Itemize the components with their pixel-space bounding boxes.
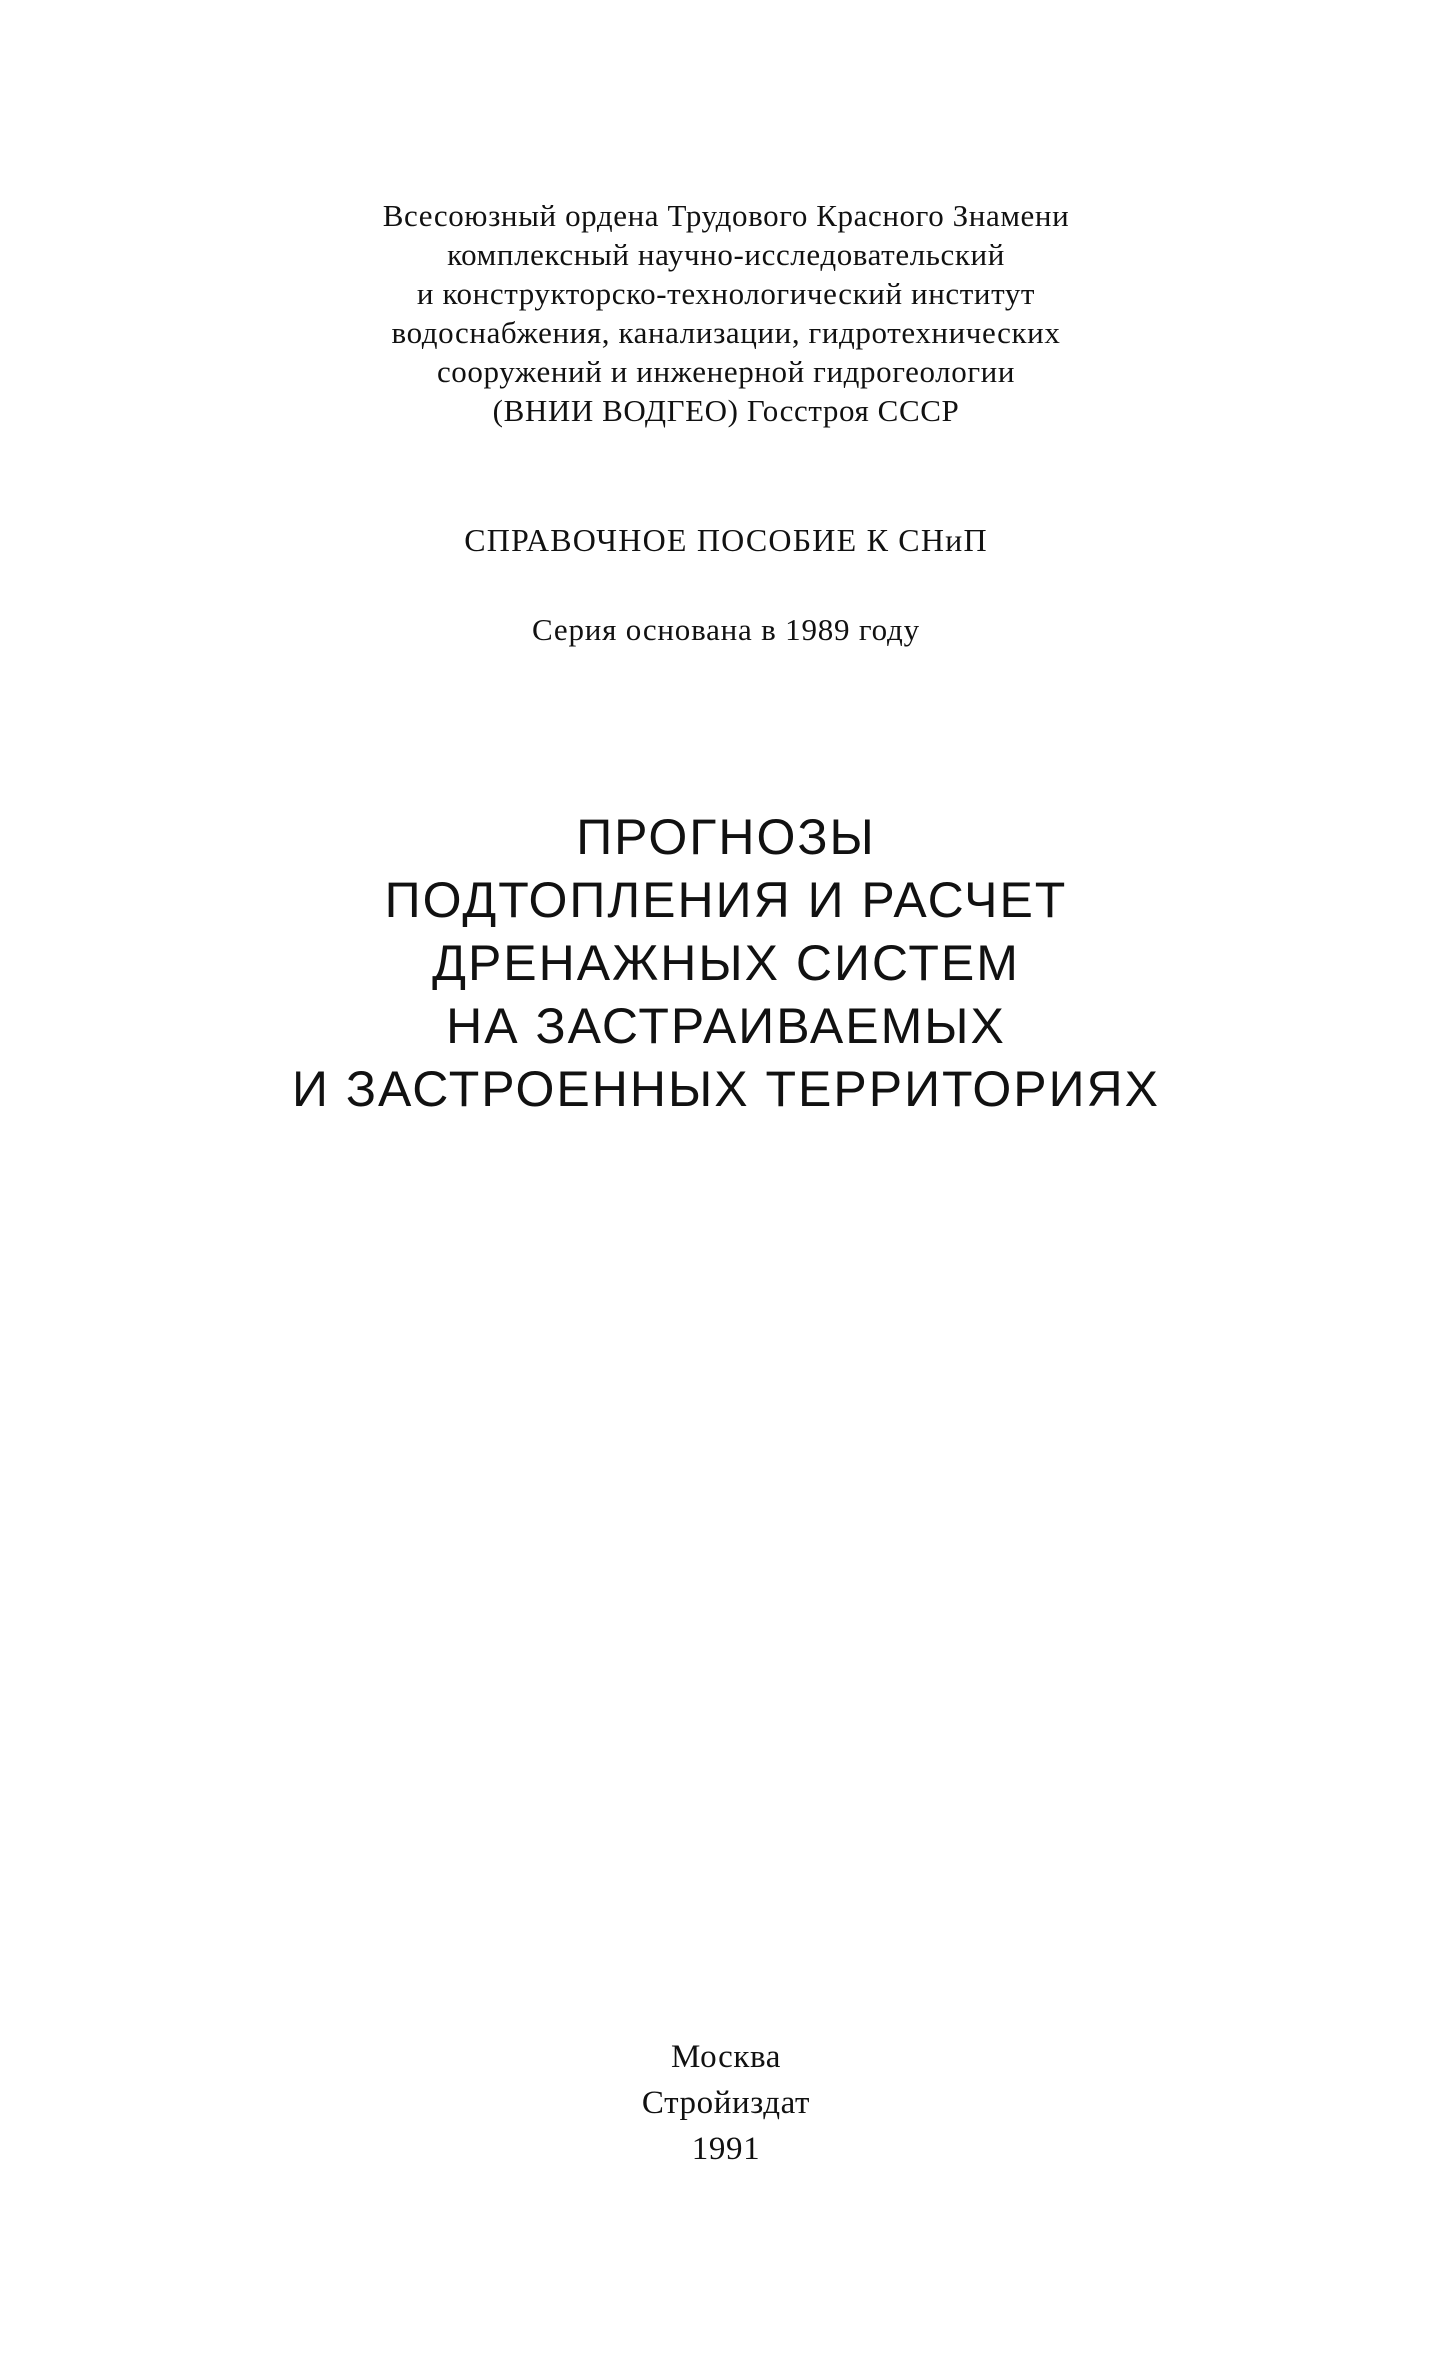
series-note [0, 610, 1452, 650]
institution-line: комплексный научно-исследовательский [447, 237, 1005, 272]
institution-line: и конструкторско-технологический институт [416, 276, 1036, 311]
publisher-imprint [0, 2034, 1452, 2172]
institution-line: водоснабжения, канализации, гидротехнических [391, 315, 1061, 350]
series-note-text: Серия основана в 1989 году [532, 612, 920, 647]
institution-line: (ВНИИ ВОДГЕО) Госстроя СССР [492, 393, 960, 428]
imprint-publisher: Стройиздат [641, 2085, 811, 2121]
imprint-city: Москва [671, 2039, 781, 2075]
imprint-year: 1991 [691, 2131, 761, 2167]
book-title-line: И ЗАСТРОЕННЫХ ТЕРРИТОРИЯХ [292, 1061, 1160, 1117]
institution-name [0, 196, 1452, 430]
book-title-line: ДРЕНАЖНЫХ СИСТЕМ [432, 935, 1020, 991]
institution-line: Всесоюзный ордена Трудового Красного Знамени [382, 198, 1070, 233]
series-label-text: СПРАВОЧНОЕ ПОСОБИЕ К СНиП [464, 522, 988, 558]
series-label [0, 520, 1452, 560]
book-title-line: НА ЗАСТРАИВАЕМЫХ [446, 998, 1006, 1054]
book-title [0, 806, 1452, 1121]
book-title-line: ПРОГНОЗЫ [576, 809, 876, 865]
institution-line: сооружений и инженерной гидрогеологии [436, 354, 1016, 389]
book-title-line: ПОДТОПЛЕНИЯ И РАСЧЕТ [384, 872, 1068, 928]
